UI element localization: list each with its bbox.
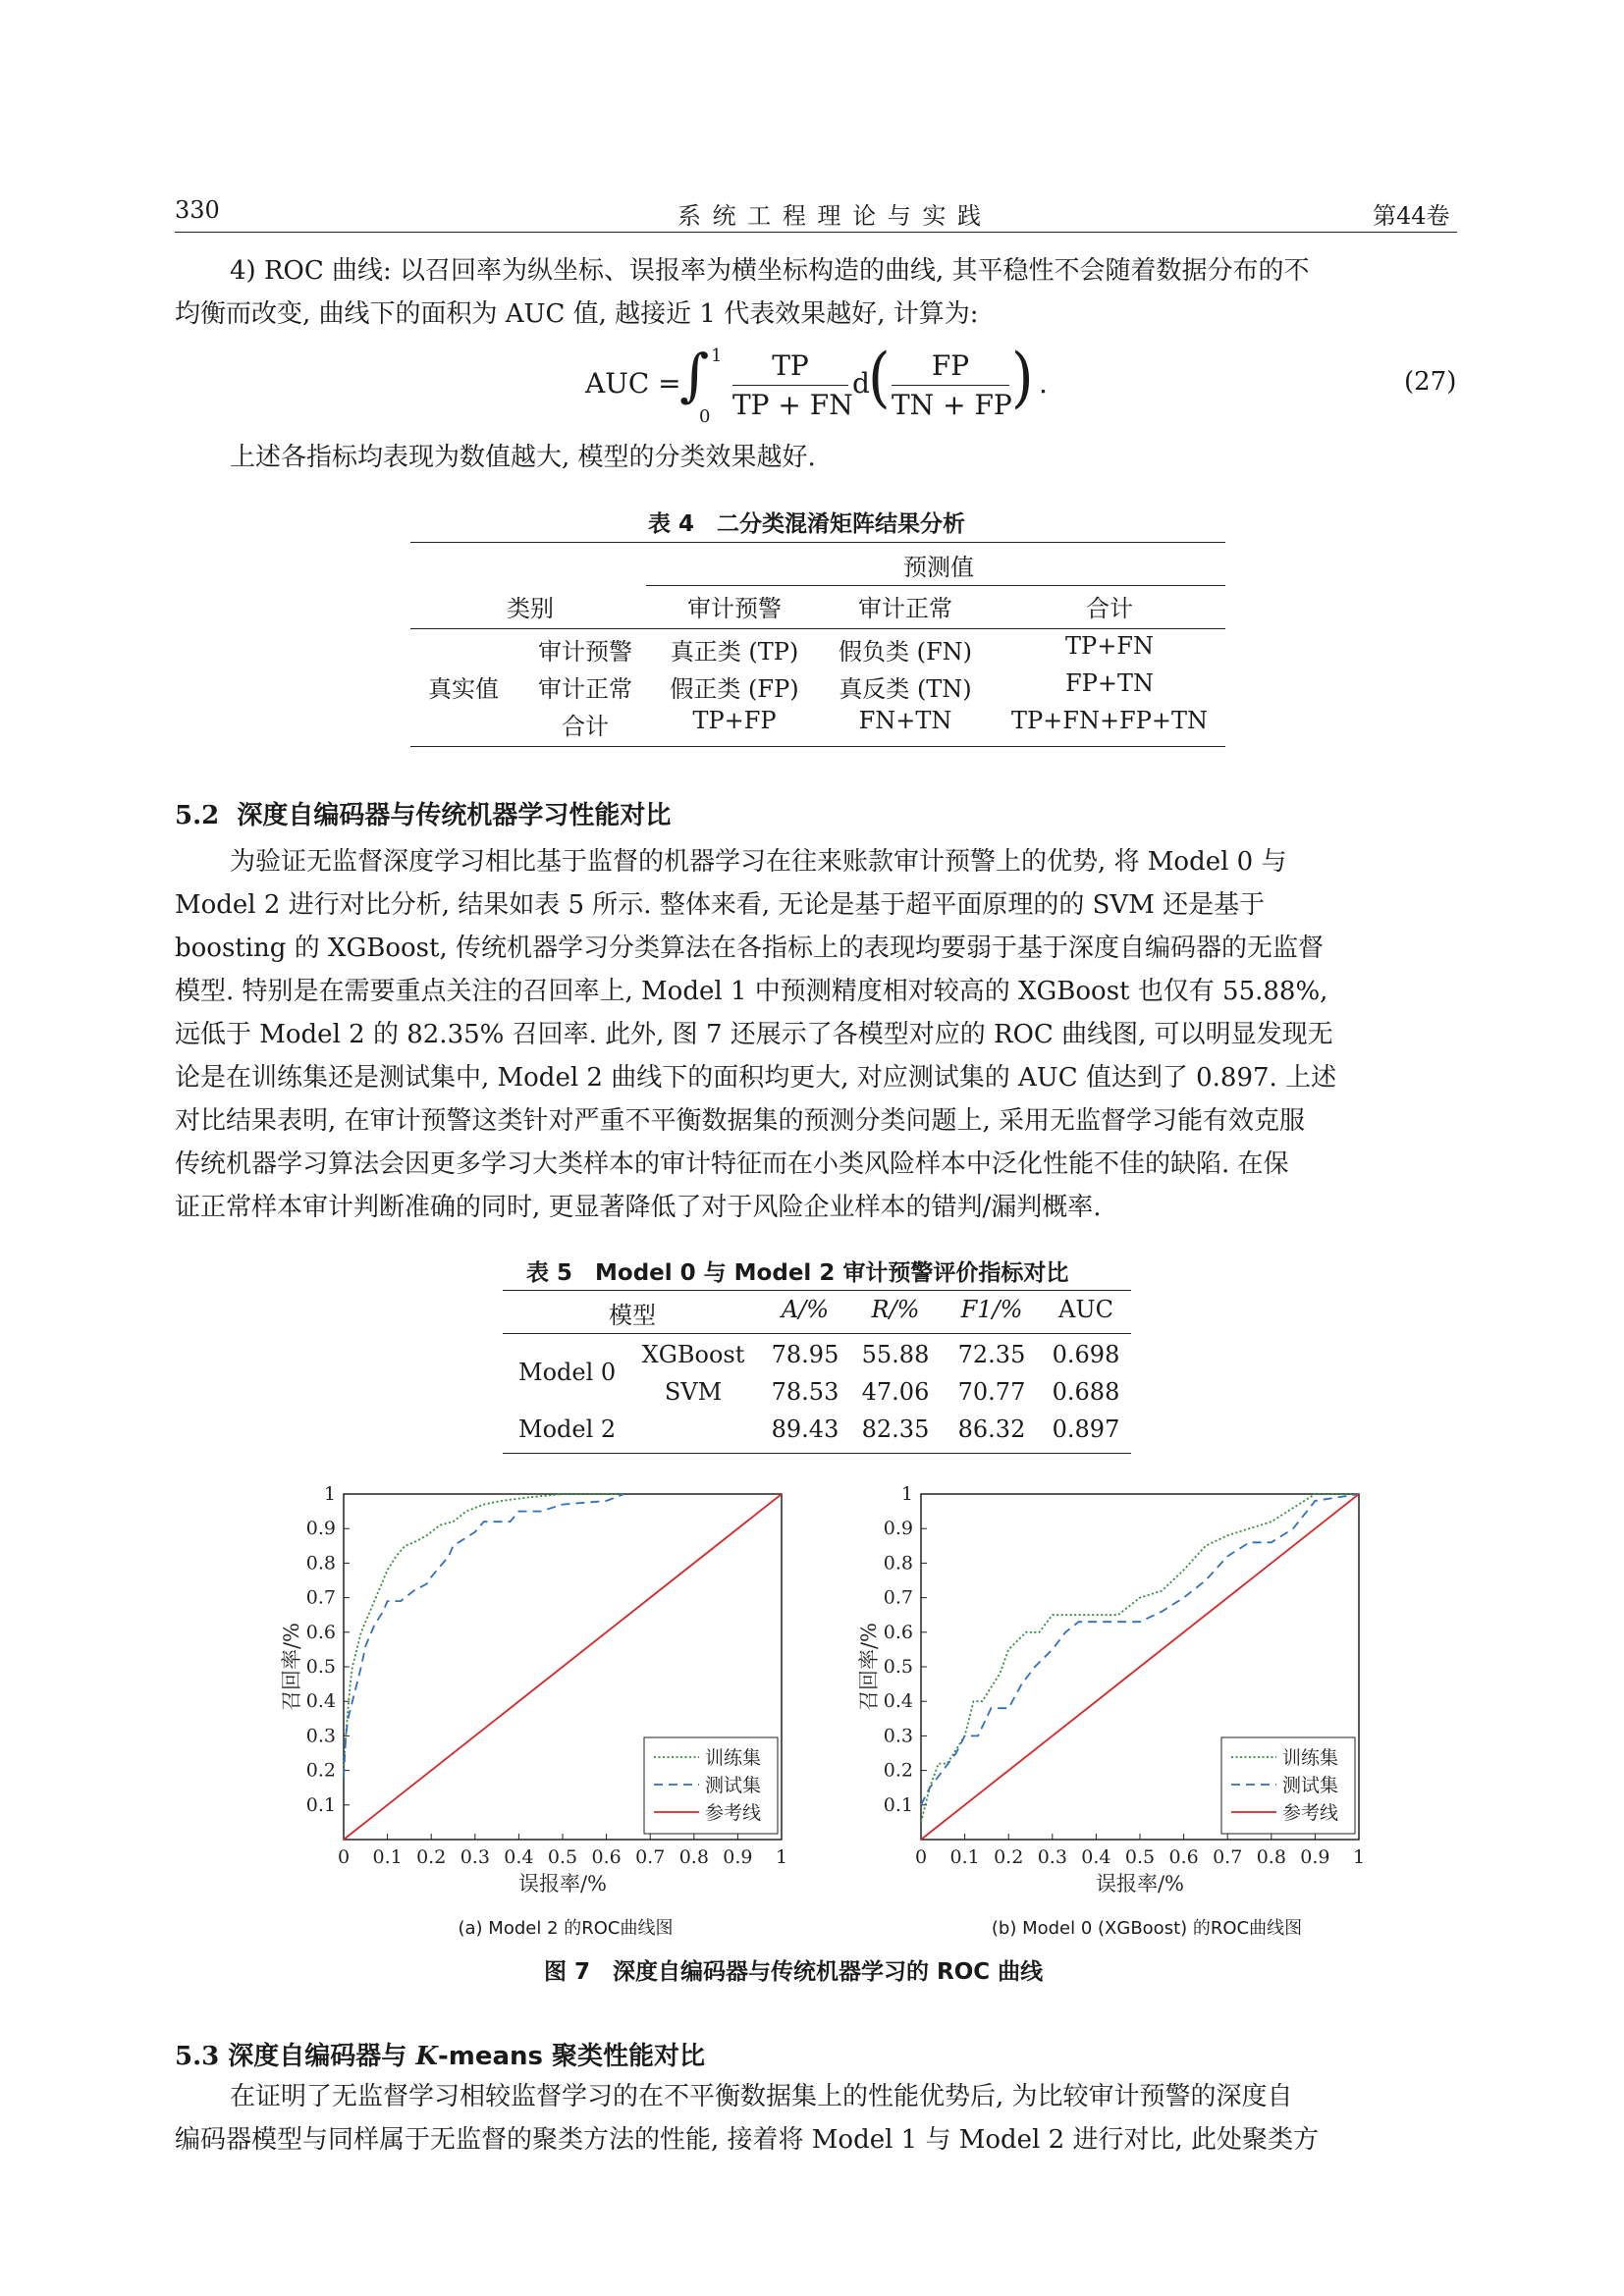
y-tick-label: 0.9 [305, 1518, 336, 1540]
y-tick-label: 0.9 [883, 1518, 913, 1540]
table5-header: A/% [781, 1296, 830, 1323]
x-tick-label: 1 [775, 1846, 788, 1868]
table4-row-label: 审计预警 [538, 638, 632, 666]
x-tick-label: 1 [1352, 1846, 1366, 1868]
table4-col-header: 合计 [1086, 595, 1133, 622]
table5-value: 70.77 [957, 1378, 1026, 1406]
y-tick-label: 0.2 [883, 1759, 913, 1782]
equation-auc [585, 338, 1096, 432]
intro-line: 4) ROC 曲线: 以召回率为纵坐标、误报率为横坐标构造的曲线, 其平稳性不会随着数据分布的不 [230, 256, 1310, 286]
x-tick-label: 0.5 [547, 1846, 578, 1868]
fraction1-bar [732, 385, 848, 386]
y-tick-label: 0.6 [883, 1621, 913, 1643]
table4-row-label: 合计 [562, 713, 609, 740]
legend-label: 训练集 [705, 1747, 762, 1769]
section-title: 深度自编码器与传统机器学习性能对比 [237, 801, 672, 830]
table5-value: 47.06 [861, 1378, 930, 1406]
paragraph-line: 传统机器学习算法会因更多学习大类样本的审计特征而在小类风险样本中泛化性能不佳的缺陷. 在保 [175, 1149, 1289, 1179]
table5-value: 82.35 [861, 1415, 930, 1443]
figure7-subcaption-b: (b) Model 0 (XGBoost) 的ROC曲线图 [991, 1918, 1303, 1939]
left-paren: ( [868, 338, 891, 416]
y-axis-label: 召回率/% [280, 1622, 303, 1712]
table5-value: 0.688 [1052, 1378, 1120, 1406]
y-tick-label: 0.5 [883, 1656, 913, 1678]
table5-value: 86.32 [957, 1415, 1026, 1443]
intro-after [175, 436, 1457, 479]
section-number: 5.2 [175, 801, 220, 830]
integral-lower: 0 [699, 406, 711, 427]
x-tick-label: 0.1 [949, 1846, 980, 1868]
y-tick-label: 0.1 [305, 1793, 336, 1816]
y-tick-label: 0.8 [883, 1552, 913, 1575]
table4-cell: 真正类 (TP) [670, 638, 799, 666]
table5-header: 模型 [609, 1302, 656, 1329]
x-tick-label: 0 [914, 1846, 928, 1868]
table5-header: R/% [871, 1296, 920, 1323]
table4-cell: 假负类 (FN) [838, 638, 973, 666]
equation-number: (27) [1404, 367, 1457, 397]
y-tick-label: 1 [323, 1483, 336, 1505]
table4-cell: TP+FN+FP+TN [1011, 707, 1208, 734]
section-5-3-heading: 5.3 深度自编码器与 K-means 聚类性能对比 [175, 2042, 706, 2071]
x-tick-label: 0.5 [1124, 1846, 1156, 1868]
x-axis-label: 误报率/% [1095, 1872, 1185, 1896]
y-tick-label: 0.3 [883, 1725, 913, 1747]
paragraph-line: 为验证无监督深度学习相比基于监督的机器学习在往来账款审计预警上的优势, 将 Model 0 与 [230, 847, 1287, 877]
roc-chart-model0-xgboost [852, 1472, 1382, 1914]
paragraph-line: boosting 的 XGBoost, 传统机器学习分类算法在各指标上的表现均要弱于基于深度自编码器的无监督 [175, 934, 1324, 963]
table5-value: 0.897 [1052, 1415, 1120, 1443]
integral-upper: 1 [711, 346, 723, 366]
journal-title: 系 统 工 程 理 论 与 实 践 [677, 202, 984, 230]
paragraph-line: 对比结果表明, 在审计预警这类针对严重不平衡数据集的预测分类问题上, 采用无监督学习能有效克服 [175, 1106, 1306, 1136]
x-tick-label: 0.7 [1213, 1846, 1243, 1868]
integral-sign: ∫ [679, 342, 710, 408]
fraction2-denominator: TN + FP [892, 389, 1012, 421]
fraction2-bar [892, 385, 1009, 386]
section-5-2-paragraph [175, 840, 1457, 1229]
figure7-subcaption-a: (a) Model 2 的ROC曲线图 [458, 1918, 674, 1939]
x-tick-label: 0.7 [635, 1846, 666, 1868]
table4-col-header: 审计预警 [687, 595, 782, 622]
legend-label: 参考线 [1282, 1802, 1339, 1824]
paragraph-line: 论是在训练集还是测试集中, Model 2 曲线下的面积均更大, 对应测试集的 AUC 值达到了 0.897. 上述 [175, 1063, 1337, 1093]
equation-lhs: AUC = [585, 367, 681, 400]
table5-value: 78.53 [771, 1378, 839, 1406]
x-axis-label: 误报率/% [517, 1872, 608, 1896]
table4-mid-rule [410, 628, 1225, 629]
table5-mid-rule [503, 1333, 1131, 1334]
fraction1-numerator: TP [772, 349, 809, 382]
y-tick-label: 0.1 [883, 1793, 913, 1816]
x-tick-label: 0.6 [1168, 1846, 1199, 1868]
legend-label: 测试集 [1282, 1775, 1339, 1796]
section-5-2-heading [175, 795, 671, 831]
table4-cell: 假正类 (FP) [670, 675, 799, 703]
fraction1-denominator: TP + FN [732, 389, 853, 421]
table5-algo: SVM [664, 1378, 723, 1406]
table5-value: 72.35 [957, 1341, 1026, 1368]
x-tick-label: 0.9 [723, 1846, 753, 1868]
paragraph-line: 远低于 Model 2 的 82.35% 召回率. 此外, 图 7 还展示了各模型对应的 ROC 曲线图, 可以明显发现无 [175, 1020, 1333, 1049]
paragraph-line: 模型. 特别是在需要重点关注的召回率上, Model 1 中预测精度相对较高的 XGBoost 也仅有 55.88%, [175, 977, 1328, 1006]
equation-tail: . [1039, 367, 1048, 400]
x-tick-label: 0.4 [504, 1846, 534, 1868]
table5-value: 55.88 [861, 1341, 930, 1368]
y-tick-label: 0.7 [883, 1586, 913, 1609]
volume-label: 第44卷 [1373, 202, 1450, 230]
right-paren: ) [1011, 338, 1034, 416]
header-rule [175, 232, 1457, 233]
table5-model: Model 0 [518, 1359, 617, 1386]
table4-row-label: 审计正常 [538, 675, 632, 703]
y-tick-label: 0.2 [305, 1759, 336, 1782]
differential: d [852, 367, 870, 400]
x-tick-label: 0.8 [1256, 1846, 1286, 1868]
table5-top-rule [503, 1290, 1131, 1291]
paragraph-line: Model 2 进行对比分析, 结果如表 5 所示. 整体来看, 无论是基于超平面原理的的 SVM 还是基于 [175, 890, 1266, 920]
x-tick-label: 0 [337, 1846, 351, 1868]
y-tick-label: 0.6 [305, 1621, 336, 1643]
table4-cell: TP+FN [1065, 632, 1154, 660]
y-tick-label: 0.4 [305, 1690, 336, 1713]
x-tick-label: 0.6 [591, 1846, 622, 1868]
legend-label: 训练集 [1282, 1747, 1339, 1769]
roc-chart-model2 [275, 1472, 805, 1914]
fraction2-numerator: FP [931, 349, 970, 382]
x-tick-label: 0.3 [1037, 1846, 1067, 1868]
table4-category-header: 类别 [507, 595, 554, 622]
table5-value: 89.43 [771, 1415, 839, 1443]
table5-header: AUC [1058, 1296, 1113, 1323]
table5-caption: 表 5 Model 0 与 Model 2 审计预警评价指标对比 [526, 1260, 1069, 1286]
table4-bottom-rule [410, 746, 1225, 747]
table4-predicted-label: 预测值 [903, 554, 974, 581]
paragraph-line: 证正常样本审计判断准确的同时, 更显著降低了对于风险企业样本的错判/漏判概率. [175, 1193, 1102, 1222]
table4-cell: FN+TN [858, 707, 952, 734]
table5-algo: XGBoost [641, 1341, 745, 1368]
series-line [344, 1494, 623, 1778]
intro-paragraph [175, 249, 1457, 336]
figure7-caption: 图 7 深度自编码器与传统机器学习的 ROC 曲线 [544, 1959, 1044, 1985]
y-tick-label: 0.7 [305, 1586, 336, 1609]
table5-model: Model 2 [518, 1415, 617, 1443]
x-tick-label: 0.1 [372, 1846, 403, 1868]
legend-label: 参考线 [705, 1802, 762, 1824]
x-tick-label: 0.9 [1300, 1846, 1330, 1868]
intro-after-line: 上述各指标均表现为数值越大, 模型的分类效果越好. [230, 443, 816, 472]
table4-col-header: 审计正常 [858, 595, 952, 622]
intro-line: 均衡而改变, 曲线下的面积为 AUC 值, 越接近 1 代表效果越好, 计算为: [175, 299, 979, 329]
y-tick-label: 0.3 [305, 1725, 336, 1747]
y-tick-label: 1 [900, 1483, 913, 1505]
x-tick-label: 0.2 [994, 1846, 1024, 1868]
x-tick-label: 0.2 [416, 1846, 447, 1868]
x-tick-label: 0.8 [678, 1846, 709, 1868]
y-tick-label: 0.5 [305, 1656, 336, 1678]
y-tick-label: 0.8 [305, 1552, 336, 1575]
table4-sub-rule [646, 585, 1225, 586]
y-tick-label: 0.4 [883, 1690, 913, 1713]
table4-cell: FP+TN [1065, 669, 1154, 697]
table5-bottom-rule [503, 1453, 1131, 1454]
table5-value: 0.698 [1052, 1341, 1120, 1368]
table4-cell: TP+FP [692, 707, 777, 734]
table5-header: F1/% [960, 1296, 1023, 1323]
table4-caption: 表 4 二分类混淆矩阵结果分析 [648, 511, 966, 537]
legend-label: 测试集 [705, 1775, 762, 1796]
table5-value: 78.95 [771, 1341, 839, 1368]
x-tick-label: 0.4 [1081, 1846, 1111, 1868]
section-5-3-paragraph: 在证明了无监督学习相较监督学习的在不平衡数据集上的性能优势后, 为比较审计预警的深度自 编码器模型与同样属于无监督的聚类方法的性能, 接着将 Model 1 与 Model 2 进行对比, 此处聚类方 [175, 2082, 1319, 2155]
table4-top-rule [410, 542, 1225, 543]
x-tick-label: 0.3 [460, 1846, 490, 1868]
table4-cell: 真反类 (TN) [839, 675, 972, 703]
y-axis-label: 召回率/% [857, 1622, 881, 1712]
table4-actual-label: 真实值 [428, 675, 499, 703]
page-number: 330 [175, 196, 220, 224]
